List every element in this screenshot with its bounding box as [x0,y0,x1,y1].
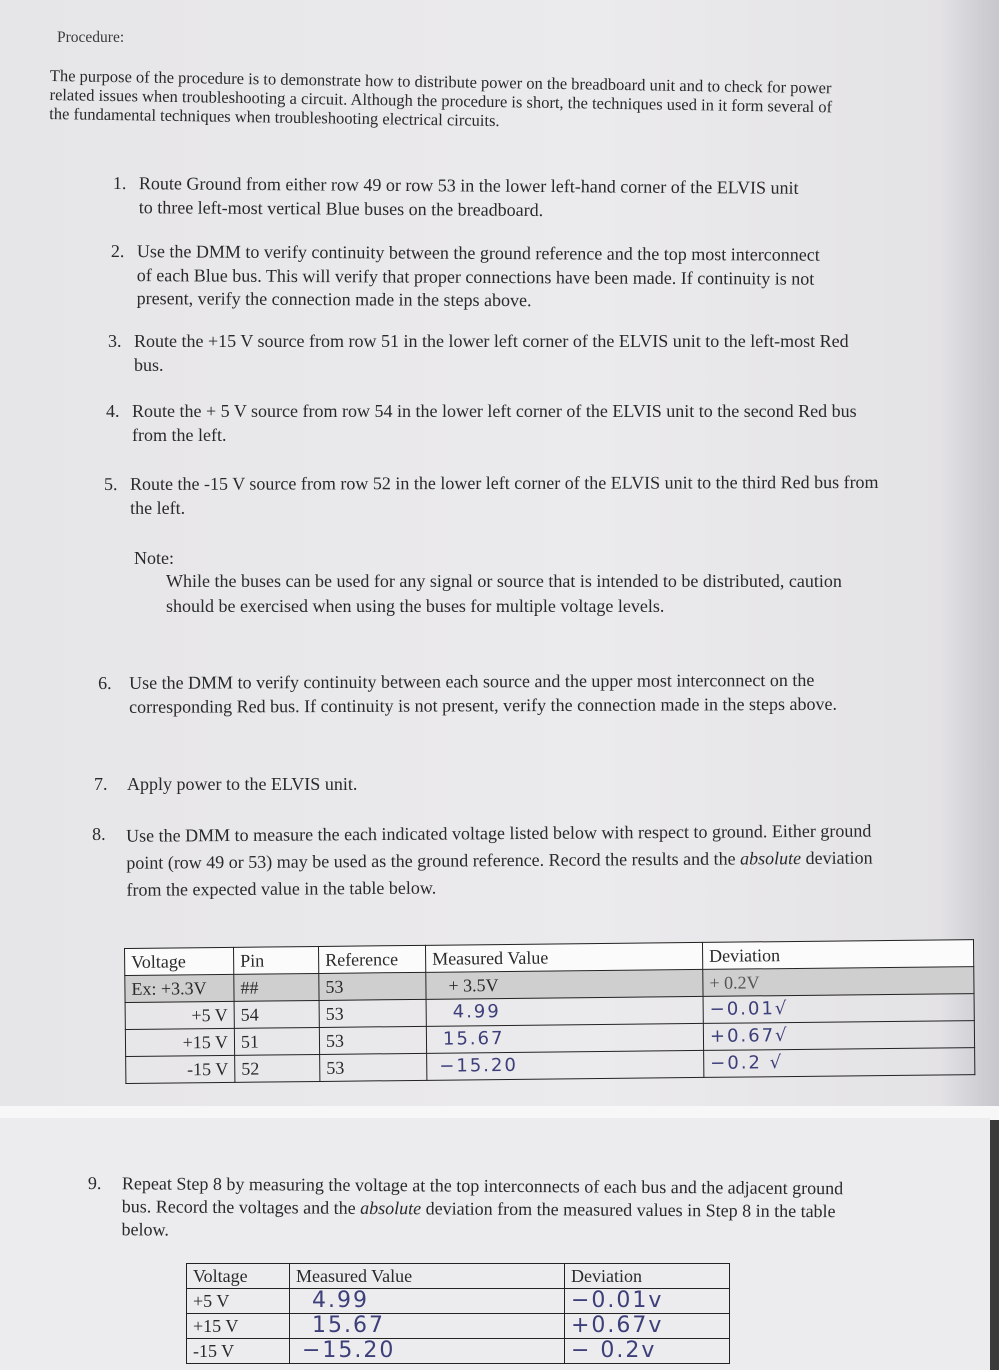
cell-reference: 53 [319,1026,426,1054]
step-4 [106,400,876,447]
cell-pin: 52 [235,1054,320,1082]
cell-measured: 4.99 [290,1289,565,1314]
table-row [187,1289,730,1314]
step-text: Use the DMM to verify continuity between each source and the upper most interconnect on the corresponding Red bus. If continuity is not present, verify the connection made in the steps above. [129,669,838,717]
step-3 [108,330,878,377]
voltage-table-step9 [186,1263,730,1364]
cell-voltage: -15 V [126,1055,235,1083]
step-text [122,1172,863,1246]
cell-reference: 53 [319,972,426,1000]
header-deviation: Deviation [702,940,973,970]
cell-measured: −15.20 [427,1050,704,1080]
header-voltage: Voltage [187,1264,290,1289]
header-measured-value: Measured Value [290,1264,565,1289]
cell-pin: 51 [234,1027,319,1055]
emphasis: absolute [740,848,802,869]
cell-voltage: +5 V [187,1289,290,1314]
section-heading: Procedure: [57,29,125,46]
cell-voltage: +15 V [187,1314,290,1339]
table-row [187,1314,730,1339]
step-7 [94,773,794,797]
step-5 [104,471,879,520]
cell-reference: 53 [319,999,426,1027]
cell-deviation: +0.67v [565,1314,730,1339]
cell-measured: 4.99 [426,996,703,1026]
cell-reference: 53 [320,1053,427,1081]
cell-measured: −15.20 [290,1339,565,1364]
table-header-row [187,1264,730,1289]
cell-measured: 15.67 [426,1023,703,1053]
step-number: 1. [112,172,127,194]
step-text: Use the DMM to verify continuity between the ground reference and the top most interconnect of each Blue bus. This will verify that proper connections have been made. If continuity is not present, verify the connection made in the steps above. [136,241,820,311]
note-label: Note: [134,548,174,568]
cell-deviation: −0.01v [565,1289,730,1314]
cell-measured: + 3.5V [426,969,703,999]
step-text: Route the + 5 V source from row 54 in the lower left corner of the ELVIS unit to the second Red bus from the left. [132,401,857,445]
cell-measured: 15.67 [290,1314,565,1339]
step-number: 7. [94,774,108,794]
step-text-part: Repeat Step 8 by measuring the voltage at the top interconnects of each bus and the adjacent ground bus. Record the voltages and the [121,1173,844,1218]
step-number: 5. [104,473,118,494]
cell-deviation: +0.67√ [703,1021,974,1051]
header-voltage: Voltage [125,947,234,975]
step-text-part: deviation from the expected value in the table below. [126,847,873,900]
step-number: 6. [98,672,112,693]
cell-deviation: −0.01√ [703,994,974,1024]
step-number: 2. [110,240,125,262]
cell-voltage: Ex: +3.3V [125,974,234,1002]
header-reference: Reference [318,945,425,973]
cell-deviation: + 0.2V [703,967,974,997]
cell-deviation: −0.2 √ [704,1048,975,1078]
step-number: 8. [92,823,106,844]
step-text: Route Ground from either row 49 or row 53 in the lower left-hand corner of the ELVIS unit to three left-most vertical Blue buses on the breadboard. [138,173,799,220]
step-9 [88,1172,863,1246]
note-text: While the buses can be used for any signal or source that is intended to be distributed, caution should be exercised when using the buses for multiple voltage levels. [166,571,842,616]
cell-pin: ## [234,973,319,1001]
step-1 [113,172,813,224]
header-pin: Pin [233,946,318,974]
step-text [126,818,878,904]
step-8 [92,818,878,904]
step-text: Route the -15 V source from row 52 in the lower left corner of the ELVIS unit to the third Red bus from the left. [130,471,879,518]
header-deviation: Deviation [565,1264,730,1289]
cell-pin: 54 [234,1000,319,1028]
step-text-part: deviation from the measured values in Step 8 in the table below. [121,1198,836,1240]
step-text-part: Use the DMM to measure the each indicated voltage listed below with respect to ground. Either ground point (row 49 or 53) may be used as the ground reference. Record the results and the [126,820,872,873]
cell-voltage: +5 V [125,1001,234,1029]
table-row [187,1339,730,1364]
step-2 [111,240,836,314]
intro-paragraph: The purpose of the procedure is to demonstrate how to distribute power on the breadboard unit and to check for power related issues when troubleshooting a circuit. Although the procedure is short, the techniques used in it form several of the fundamental techniques when troubleshooting electrical circuits. [49,66,833,131]
voltage-table-step8 [124,939,975,1084]
step-number: 3. [108,331,122,351]
cell-voltage: +15 V [125,1028,234,1056]
step-number: 9. [87,1173,102,1194]
cell-voltage: -15 V [187,1339,290,1364]
header-measured-value: Measured Value [425,942,702,972]
step-6 [98,669,868,719]
step-number: 4. [106,401,120,421]
emphasis: absolute [360,1197,422,1219]
step-text: Route the +15 V source from row 51 in the lower left corner of the ELVIS unit to the left-most Red bus. [134,331,849,375]
step-text: Apply power to the ELVIS unit. [127,774,358,794]
cell-deviation: − 0.2v [565,1339,730,1364]
